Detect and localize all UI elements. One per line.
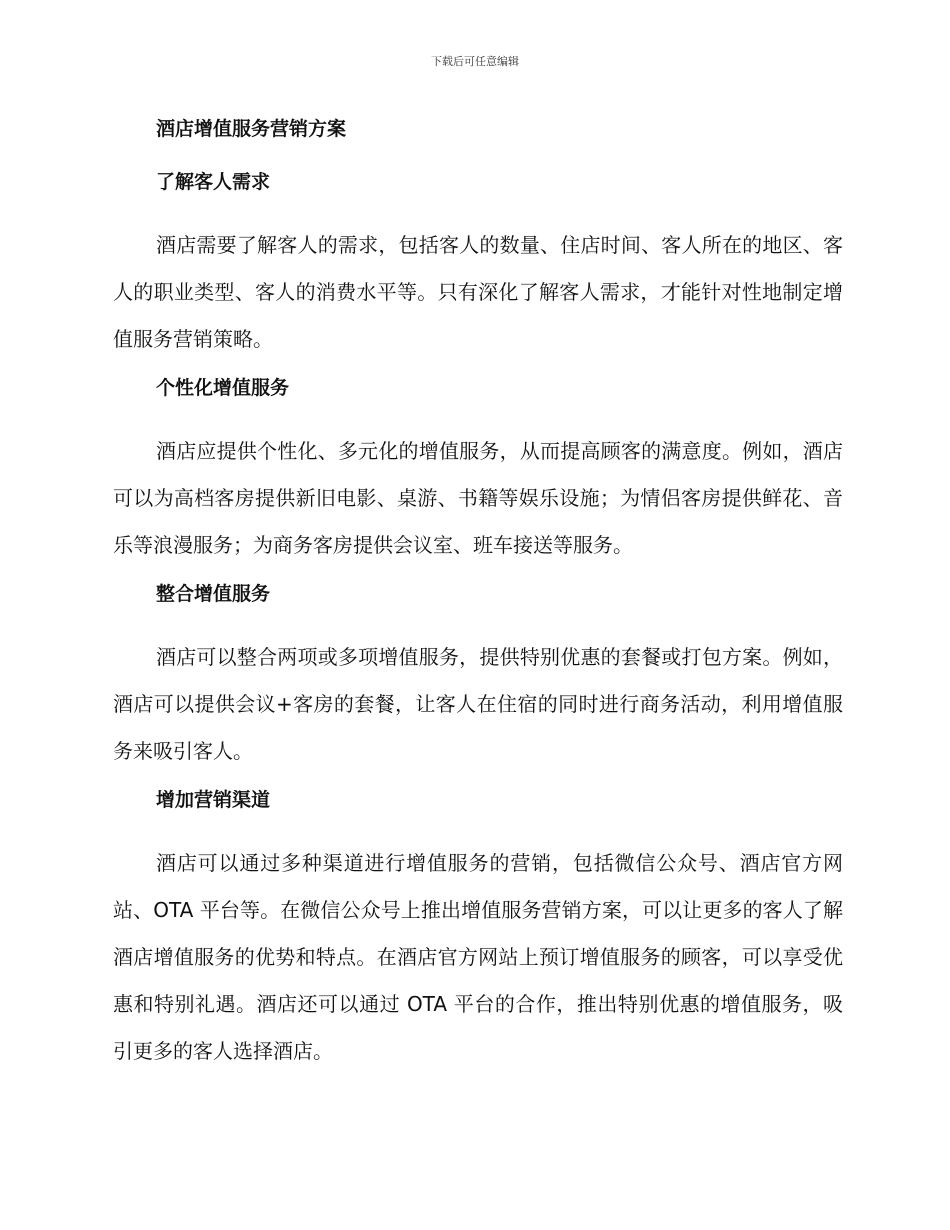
section-heading-integrated-services: 整合增值服务 (156, 583, 271, 605)
section-heading-customer-needs: 了解客人需求 (156, 171, 271, 193)
section-body-marketing-channels: 酒店可以通过多种渠道进行增值服务的营销，包括微信公众号、酒店官方网站、OTA 平台等。在微信公众号上推出增值服务营销方案，可以让更多的客人了解酒店增值服务的优势和特点。在酒店官方网站上预订增值服务的顾客，可以享受优惠和特别礼遇。酒店还可以通过 OTA 平台的合作，推出特别优惠的增值服务，吸引更多的客人选择酒店。 (113, 851, 843, 1063)
section-heading-personalized-services: 个性化增值服务 (156, 377, 290, 399)
section-heading-marketing-channels: 增加营销渠道 (156, 789, 271, 811)
section-body-integrated-services: 酒店可以整合两项或多项增值服务，提供特别优惠的套餐或打包方案。例如，酒店可以提供会议+客房的套餐，让客人在住宿的同时进行商务活动，利用增值服务来吸引客人。 (113, 645, 843, 763)
document-body (113, 112, 843, 1083)
page-header: 下载后可任意编辑 (431, 55, 519, 68)
section-body-customer-needs: 酒店需要了解客人的需求，包括客人的数量、住店时间、客人所在的地区、客人的职业类型、客人的消费水平等。只有深化了解客人需求，才能针对性地制定增值服务营销策略。 (113, 233, 843, 351)
document-title: 酒店增值服务营销方案 (156, 118, 347, 140)
section-body-personalized-services: 酒店应提供个性化、多元化的增值服务，从而提高顾客的满意度。例如，酒店可以为高档客房提供新旧电影、桌游、书籍等娱乐设施；为情侣客房提供鲜花、音乐等浪漫服务；为商务客房提供会议室、班车接送等服务。 (113, 439, 843, 557)
